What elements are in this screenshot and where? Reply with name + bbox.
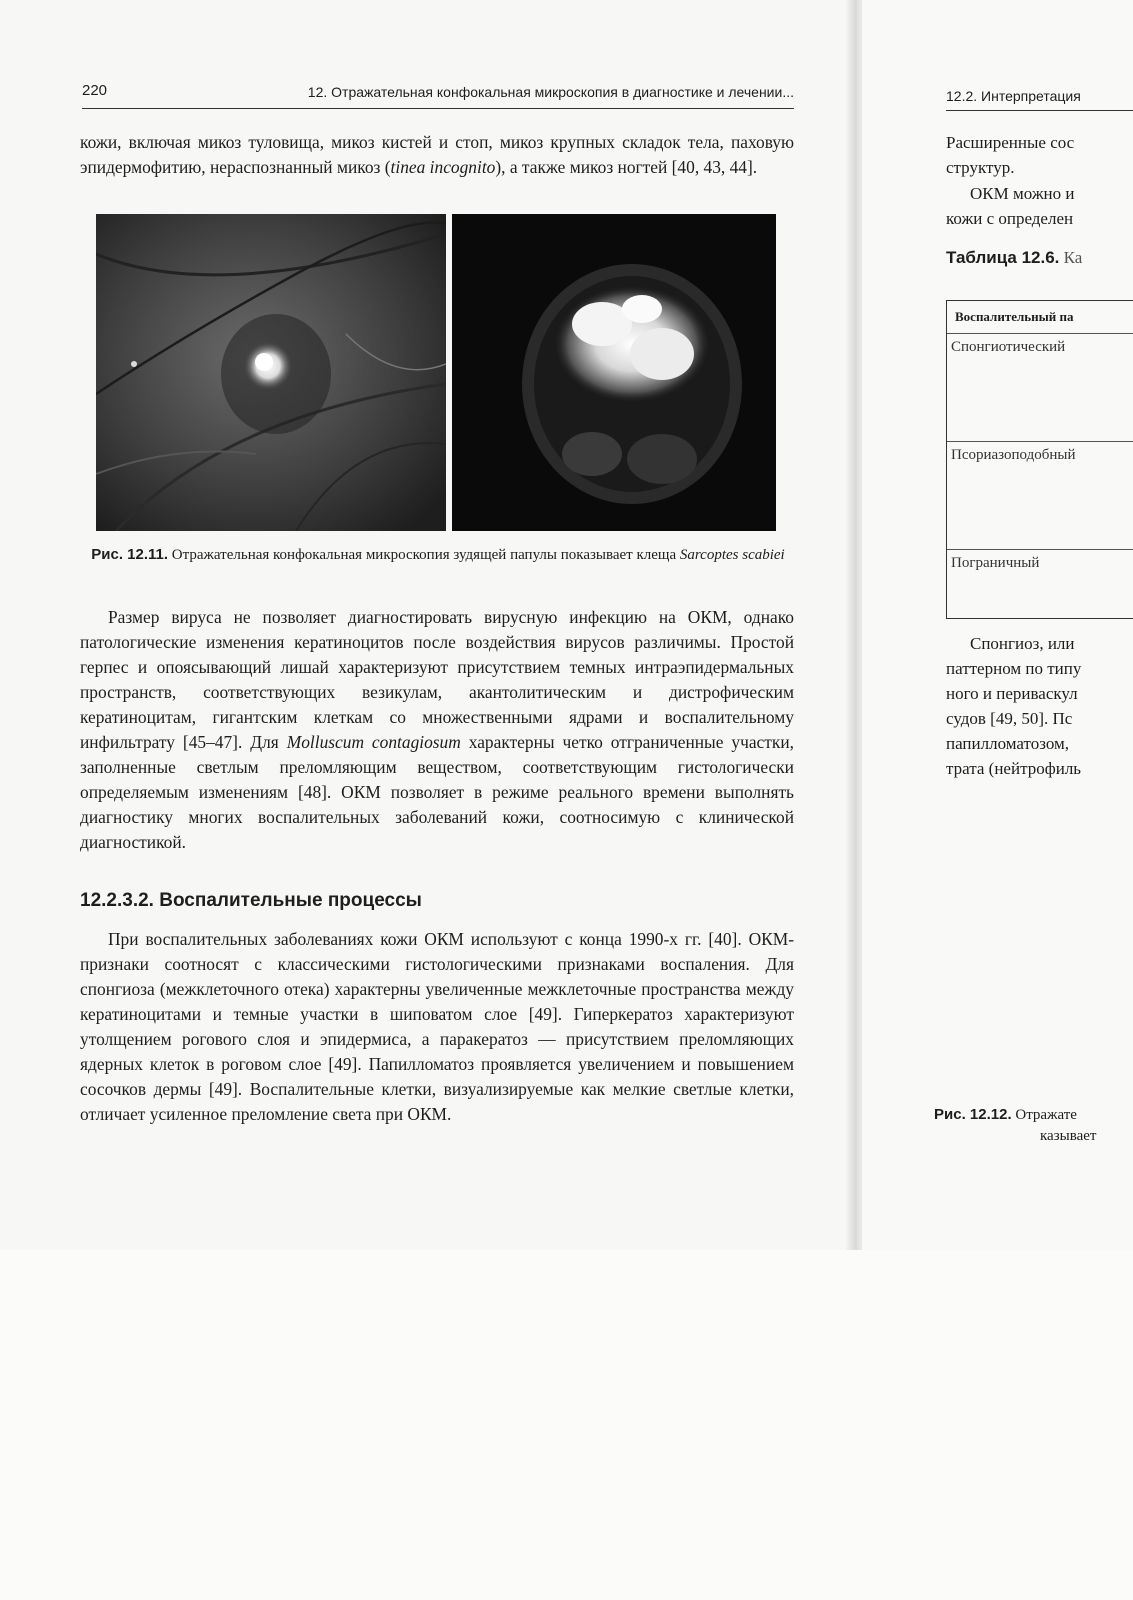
section-heading: 12.2.3.2. Воспалительные процессы [80, 890, 422, 911]
para1-text-start: кожи, включая микоз туловища, микоз кистей и стоп, микоз крупных складок тела, паховую эпидермофитию, нераспознанный микоз ( [80, 132, 794, 177]
table-12-6 [946, 300, 1133, 619]
table-header: Воспалительный па [955, 309, 1074, 324]
right-figure-caption [934, 1106, 1077, 1124]
right-running-title: 12.2. Интерпретация [946, 88, 1133, 111]
table-title-rest: Ка [1059, 248, 1083, 267]
table-cell: Псориазоподобный [951, 447, 1076, 463]
figure-label: Рис. 12.11. [91, 546, 169, 563]
right-text-line: папилломатозом, [946, 734, 1070, 753]
right-text-line: трата (нейтрофиль [946, 759, 1082, 778]
micrograph-right [452, 214, 776, 531]
table-title [946, 248, 1082, 268]
para2-text-start: Размер вируса не позволяет диагностировать вирусную инфекцию на ОКМ, однако патологические изменения кератиноцитов после воздействия вирусов различимы. Простой герпес и опоясывающий лишай характеризуют присутствием темных интраэпидермальных пространств, соответствующих везикулам, акантолитическим и дистрофическим кератиноцитам, гигантским клеткам со множественными ядрами и воспалительному инфильтрату [45–47]. Для [80, 607, 794, 752]
table-title-label: Таблица 12.6. [946, 248, 1060, 267]
table-divider [947, 333, 1133, 334]
right-text-line: судов [49, 50]. Пс [946, 709, 1073, 728]
figure-caption-text: Отражательная конфокальная микроскопия зудящей папулы показывает клеща [168, 547, 680, 563]
paragraph-1 [80, 130, 794, 180]
table-divider [947, 441, 1133, 442]
figure-caption-species: Sarcoptes scabiei [679, 547, 785, 563]
para1-text-end: ), а также микоз ногтей [40, 43, 44]. [495, 157, 758, 177]
right-text-line: ОКМ можно и [970, 184, 1075, 203]
paragraph-2 [80, 605, 794, 855]
micrograph-left-image [96, 214, 446, 531]
table-cell: Пограничный [951, 555, 1040, 571]
figure-caption [82, 545, 794, 565]
micrograph-right-image [452, 214, 776, 531]
right-figure-text: Отражате [1011, 1107, 1077, 1123]
right-text-line: паттерном по типу [946, 659, 1082, 678]
para2-italic-term: Molluscum contagiosum [286, 732, 461, 752]
para2-text-end: характерны четко отграниченные участки, заполненные светлым преломляющим веществом, соответствующим гистологически определяемым изменениям [48]. ОКМ позволяет в режиме реального времени выполнять диагностику многих воспалительных заболеваний кожи, соотносимую с клинической диагностикой. [80, 732, 794, 852]
right-text-line: Спонгиоз, или [970, 634, 1075, 653]
right-figure-caption-line2: казывает [1040, 1128, 1097, 1144]
page-bottom-margin [0, 1250, 1133, 1600]
right-text-line: Расширенные сос [946, 133, 1075, 152]
right-text-line: ного и периваскул [946, 684, 1078, 703]
paragraph-3 [80, 927, 794, 1127]
page-number: 220 [82, 82, 108, 99]
table-cell: Спонгиотический [951, 339, 1066, 355]
figure-12-11 [96, 214, 776, 531]
micrograph-left [96, 214, 446, 531]
para1-italic-term: tinea incognito [390, 157, 496, 177]
running-header [82, 80, 794, 109]
right-text-line: структур. [946, 158, 1015, 177]
right-figure-label: Рис. 12.12. [934, 1106, 1012, 1123]
para3-text: При воспалительных заболеваниях кожи ОКМ используют с конца 1990-х гг. [40]. ОКМ-признаки соотносят с классическими гистологическими признаками воспаления. Для спонгиоза (межклеточного отека) характерны увеличенные межклеточные пространства между кератиноцитами и темные участки в шиповатом слое [49]. Гиперкератоз характеризуют утолщением рогового слоя и эпидермиса, а паракератоз — присутствием преломляющих ядерных клеток в роговом слое [49]. Папилломатоз проявляется увеличением и повышением сосочков дермы [49]. Воспалительные клетки, визуализируемые как мелкие светлые клетки, отличает усиленное преломление света при ОКМ. [80, 929, 794, 1124]
running-title: 12. Отражательная конфокальная микроскопия в диагностике и лечении... [307, 84, 794, 100]
right-text-line: кожи с определен [946, 209, 1074, 228]
table-divider [947, 549, 1133, 550]
